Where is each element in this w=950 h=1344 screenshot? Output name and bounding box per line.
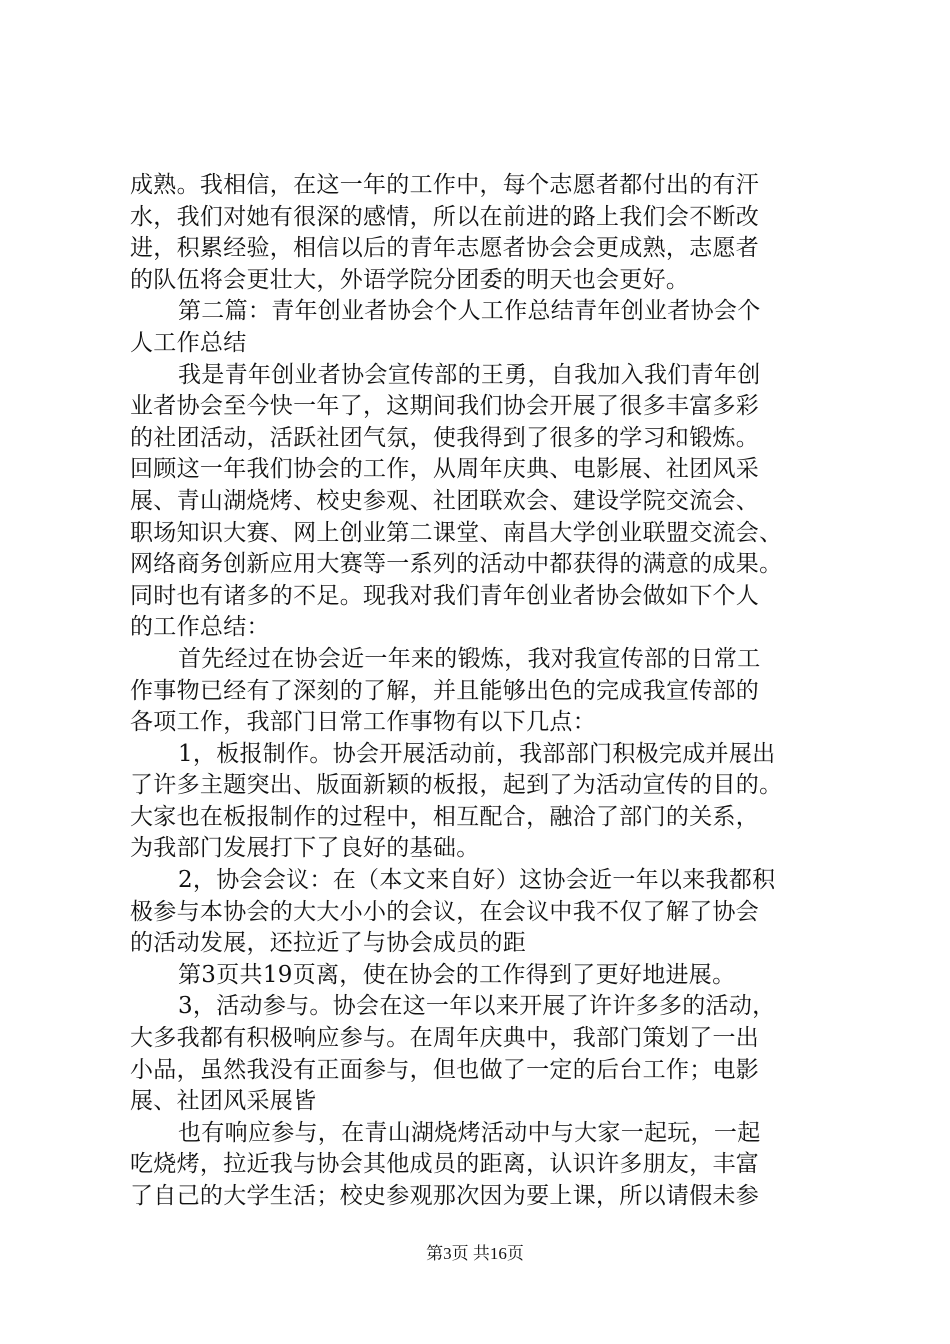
text-line: 各项工作，我部门日常工作事物有以下几点： xyxy=(130,709,596,736)
text-line: 我是青年创业者协会宣传部的王勇，自我加入我们青年创 xyxy=(178,361,761,388)
text-line: 水，我们对她有很深的感情，所以在前进的路上我们会不断改 xyxy=(130,203,760,230)
text-line: 的社团活动，活跃社团气氛，使我得到了很多的学习和锻炼。 xyxy=(130,424,760,451)
text-line: 大家也在板报制作的过程中，相互配合，融洽了部门的关系， xyxy=(130,803,760,830)
text-line: 第二篇：青年创业者协会个人工作总结青年创业者协会个 xyxy=(178,298,761,325)
text-line: 展、青山湖烧烤、校史参观、社团联欢会、建设学院交流会、 xyxy=(130,487,760,514)
text-line: 2，协会会议：在（本文来自好）这协会近一年以来我都积 xyxy=(178,867,776,894)
text-line: 1，板报制作。协会开展活动前，我部部门积极完成并展出 xyxy=(178,740,776,767)
text-line: 了许多主题突出、版面新颖的板报，起到了为活动宣传的目的。 xyxy=(130,772,783,799)
text-line: 3，活动参与。协会在这一年以来开展了许许多多的活动， xyxy=(178,993,776,1020)
text-line: 网络商务创新应用大赛等一系列的活动中都获得的满意的成果。 xyxy=(130,551,783,578)
text-line: 职场知识大赛、网上创业第二课堂、南昌大学创业联盟交流会、 xyxy=(130,519,783,546)
text-line: 的工作总结： xyxy=(130,614,270,641)
text-line: 成熟。我相信，在这一年的工作中，每个志愿者都付出的有汗 xyxy=(130,172,760,198)
text-line: 同时也有诸多的不足。现我对我们青年创业者协会做如下个人 xyxy=(130,582,760,609)
text-line: 小品，虽然我没有正面参与，但也做了一定的后台工作；电影 xyxy=(130,1056,760,1083)
text-line: 极参与本协会的大大小小的会议，在会议中我不仅了解了协会 xyxy=(130,898,760,925)
text-line: 回顾这一年我们协会的工作，从周年庆典、电影展、社团风采 xyxy=(130,456,760,483)
page-footer: 第3页 共16页 xyxy=(426,1244,524,1263)
text-line: 业者协会至今快一年了，这期间我们协会开展了很多丰富多彩 xyxy=(130,393,760,420)
text-line: 人工作总结 xyxy=(130,329,247,356)
text-line: 也有响应参与，在青山湖烧烤活动中与大家一起玩，一起 xyxy=(178,1119,761,1146)
text-line: 展、社团风采展皆 xyxy=(130,1088,317,1115)
text-line: 第3页共19页离，使在协会的工作得到了更好地进展。 xyxy=(178,961,736,988)
text-line: 作事物已经有了深刻的了解，并且能够出色的完成我宣传部的 xyxy=(130,677,760,704)
text-line: 了自己的大学生活；校史参观那次因为要上课，所以请假未参 xyxy=(130,1183,760,1209)
text-line: 大多我都有积极响应参与。在周年庆典中，我部门策划了一出 xyxy=(130,1025,760,1052)
body-text xyxy=(130,170,830,1213)
text-line: 为我部门发展打下了良好的基础。 xyxy=(130,835,480,862)
text-line: 的队伍将会更壮大，外语学院分团委的明天也会更好。 xyxy=(130,266,690,293)
text-line: 进，积累经验，相信以后的青年志愿者协会会更成熟，志愿者 xyxy=(130,235,760,262)
text-line: 的活动发展，还拉近了与协会成员的距 xyxy=(130,930,527,957)
text-line: 首先经过在协会近一年来的锻炼，我对我宣传部的日常工 xyxy=(178,645,761,672)
text-line: 吃烧烤，拉近我与协会其他成员的距离，认识许多朋友，丰富 xyxy=(130,1151,760,1178)
